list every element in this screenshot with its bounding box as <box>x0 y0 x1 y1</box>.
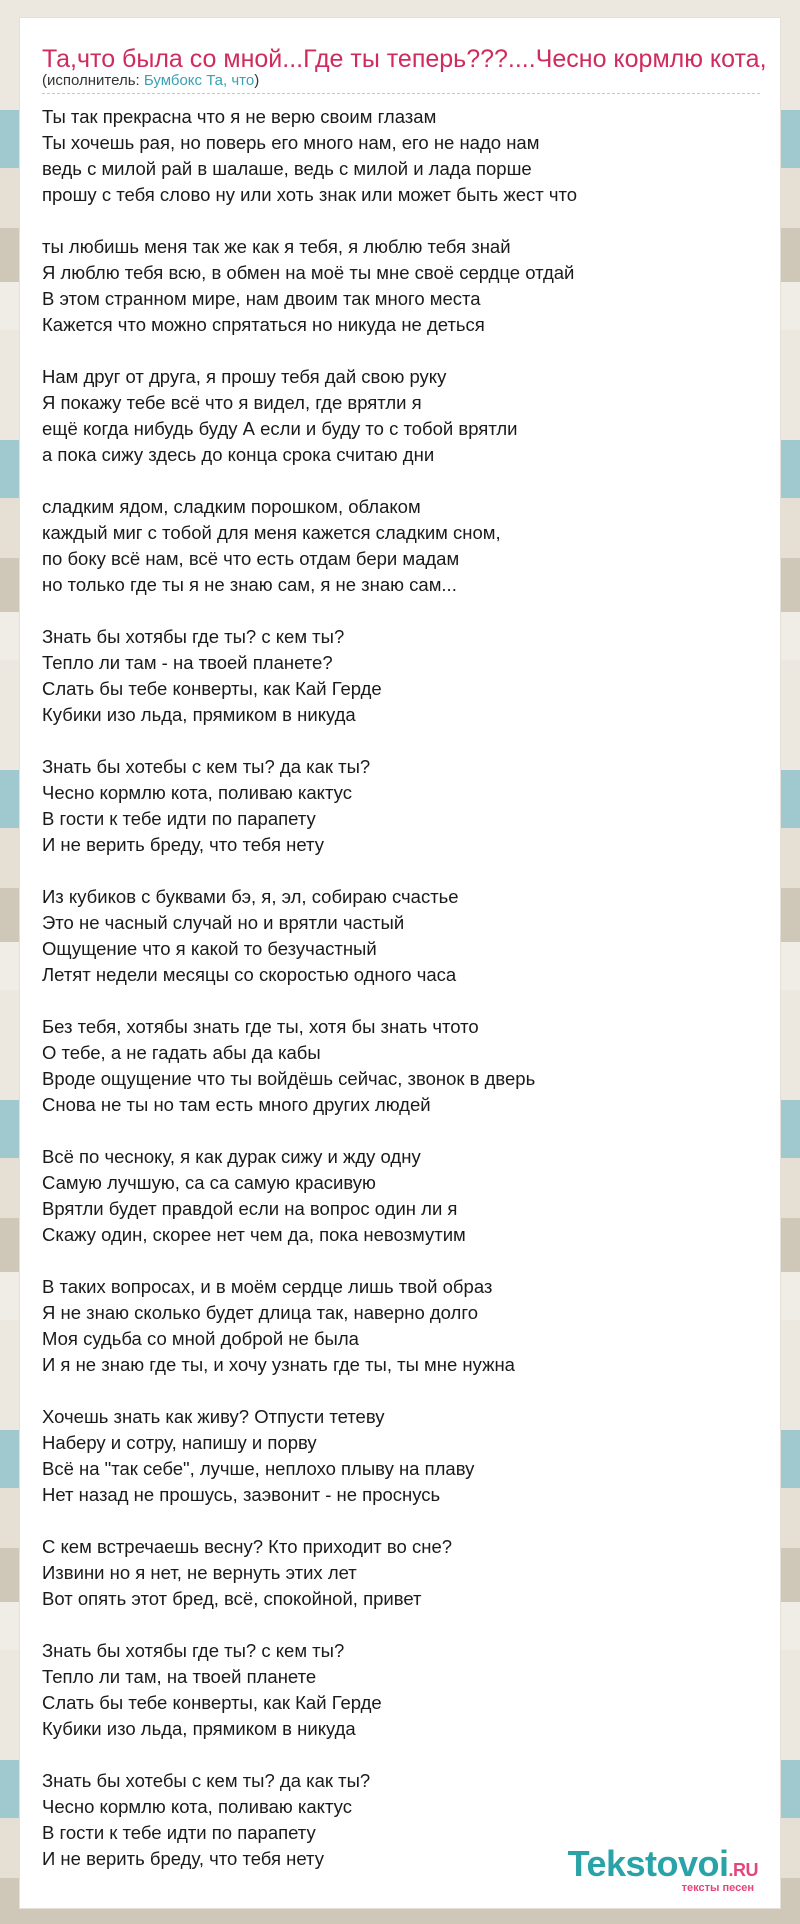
lyrics-line: Вроде ощущение что ты войдёшь сейчас, звонок в дверь <box>42 1068 536 1089</box>
lyrics-line: Без тебя, хотябы знать где ты, хотя бы знать чтото <box>42 1016 479 1037</box>
lyrics-line: ещё когда нибудь буду А если и буду то с тобой врятли <box>42 418 518 439</box>
lyrics-stanza <box>42 624 762 728</box>
lyrics-stanza <box>42 1014 762 1118</box>
lyrics-stanza <box>42 234 762 338</box>
lyrics-stanza <box>42 754 762 858</box>
lyrics-line: Всё по чесноку, я как дурак сижу и жду одну <box>42 1146 421 1167</box>
artist-suffix: ) <box>254 72 260 89</box>
lyrics-line: сладким ядом, сладким порошком, облаком <box>42 496 421 517</box>
lyrics-line: Знать бы хотябы где ты? с кем ты? <box>42 626 345 647</box>
lyrics-line: Ты хочешь рая, но поверь его много нам, его не надо нам <box>42 132 540 153</box>
lyrics-line: Кубики изо льда, прямиком в никуда <box>42 704 356 725</box>
lyrics-line: Кажется что можно спрятаться но никуда не деться <box>42 314 485 335</box>
lyrics-line: Слать бы тебе конверты, как Кай Герде <box>42 1692 382 1713</box>
lyrics-stanza <box>42 1534 762 1612</box>
lyrics-stanza <box>42 1638 762 1742</box>
lyrics-line: Знать бы хотябы где ты? с кем ты? <box>42 1640 345 1661</box>
lyrics-line: В таких вопросах, и в моём сердце лишь твой образ <box>42 1276 493 1297</box>
title-divider <box>42 93 760 94</box>
lyrics-line: Скажу один, скорее нет чем да, пока невозмутим <box>42 1224 466 1245</box>
lyrics-line: прошу с тебя слово ну или хоть знак или может быть жест что <box>42 184 578 205</box>
lyrics-line: ты любишь меня так же как я тебя, я люблю тебя знай <box>42 236 511 257</box>
lyrics-line: Снова не ты но там есть много других людей <box>42 1094 431 1115</box>
lyrics-line: Из кубиков с буквами бэ, я, эл, собираю счастье <box>42 886 459 907</box>
artist-prefix: (исполнитель: <box>42 72 144 89</box>
lyrics-line: а пока сижу здесь до конца срока считаю дни <box>42 444 435 465</box>
lyrics-stanza <box>42 364 762 468</box>
lyrics-stanza <box>42 1144 762 1248</box>
lyrics-line: Моя судьба со мной доброй не была <box>42 1328 359 1349</box>
lyrics-line: Вот опять этот бред, всё, спокойной, привет <box>42 1588 422 1609</box>
lyrics-line: по боку всё нам, всё что есть отдам бери мадам <box>42 548 460 569</box>
lyrics-line: Ты так прекрасна что я не верю своим глазам <box>42 106 437 127</box>
lyrics-stanza <box>42 494 762 598</box>
lyrics-line: О тебе, а не гадать абы да кабы <box>42 1042 321 1063</box>
lyrics-line: Тепло ли там, на твоей планете <box>42 1666 317 1687</box>
lyrics-line: Нам друг от друга, я прошу тебя дай свою руку <box>42 366 447 387</box>
lyrics-line: И не верить бреду, что тебя нету <box>42 834 324 855</box>
lyrics-stanza <box>42 104 762 208</box>
lyrics-stanza <box>42 884 762 988</box>
lyrics-line: В этом странном мире, нам двоим так много места <box>42 288 481 309</box>
artist-line <box>42 72 259 90</box>
lyrics-line: Нет назад не прошусь, заэвонит - не проснусь <box>42 1484 441 1505</box>
logo-tagline: тексты песен <box>681 1882 754 1894</box>
lyrics-stanza <box>42 1274 762 1378</box>
lyrics-line: Ощущение что я какой то безучастный <box>42 938 377 959</box>
lyrics-stanza <box>42 1404 762 1508</box>
logo-tld: .RU <box>728 1860 758 1880</box>
lyrics-line: И я не знаю где ты, и хочу узнать где ты, ты мне нужна <box>42 1354 515 1375</box>
lyrics-line: В гости к тебе идти по парапету <box>42 808 316 829</box>
lyrics-line: Я не знаю сколько будет длица так, наверно долго <box>42 1302 478 1323</box>
lyrics-line: Я люблю тебя всю, в обмен на моё ты мне своё сердце отдай <box>42 262 575 283</box>
lyrics-line: Летят недели месяцы со скоростью одного часа <box>42 964 457 985</box>
lyrics-line: Тепло ли там - на твоей планете? <box>42 652 333 673</box>
lyrics-line: Наберу и сотру, напишу и порву <box>42 1432 317 1453</box>
lyrics-line: С кем встречаешь весну? Кто приходит во сне? <box>42 1536 453 1557</box>
lyrics-line: Извини но я нет, не вернуть этих лет <box>42 1562 357 1583</box>
lyrics-line: Это не часный случай но и врятли частый <box>42 912 405 933</box>
lyrics-line: но только где ты я не знаю сам, я не знаю сам... <box>42 574 457 595</box>
lyrics-line: Самую лучшую, са са самую красивую <box>42 1172 376 1193</box>
lyrics-line: Чесно кормлю кота, поливаю кактус <box>42 1796 352 1817</box>
lyrics-line: Кубики изо льда, прямиком в никуда <box>42 1718 356 1739</box>
lyrics-line: Знать бы хотебы с кем ты? да как ты? <box>42 1770 371 1791</box>
lyrics-line: ведь с милой рай в шалаше, ведь с милой и лада порше <box>42 158 532 179</box>
lyrics-line: Знать бы хотебы с кем ты? да как ты? <box>42 756 371 777</box>
lyrics-line: И не верить бреду, что тебя нету <box>42 1848 324 1869</box>
lyrics-line: Я покажу тебе всё что я видел, где врятли я <box>42 392 422 413</box>
lyrics-line: Всё на "так себе", лучше, неплохо плыву на плаву <box>42 1458 475 1479</box>
lyrics-line: Врятли будет правдой если на вопрос один ли я <box>42 1198 458 1219</box>
song-title: Та,что была со мной...Где ты теперь???....Чесно кормлю кота, <box>42 45 767 73</box>
lyrics-line: В гости к тебе идти по парапету <box>42 1822 316 1843</box>
logo-main-text: Tekstovoi <box>567 1843 729 1884</box>
lyrics-body <box>42 104 762 1898</box>
lyrics-line: Хочешь знать как живу? Отпусти тетеву <box>42 1406 385 1427</box>
lyrics-line: Слать бы тебе конверты, как Кай Герде <box>42 678 382 699</box>
lyrics-card <box>20 18 780 1908</box>
artist-link[interactable]: Бумбокс Та, что <box>143 72 255 89</box>
lyrics-line: каждый миг с тобой для меня кажется сладким сном, <box>42 522 501 543</box>
site-logo[interactable] <box>538 1844 768 1900</box>
lyrics-line: Чесно кормлю кота, поливаю кактус <box>42 782 352 803</box>
